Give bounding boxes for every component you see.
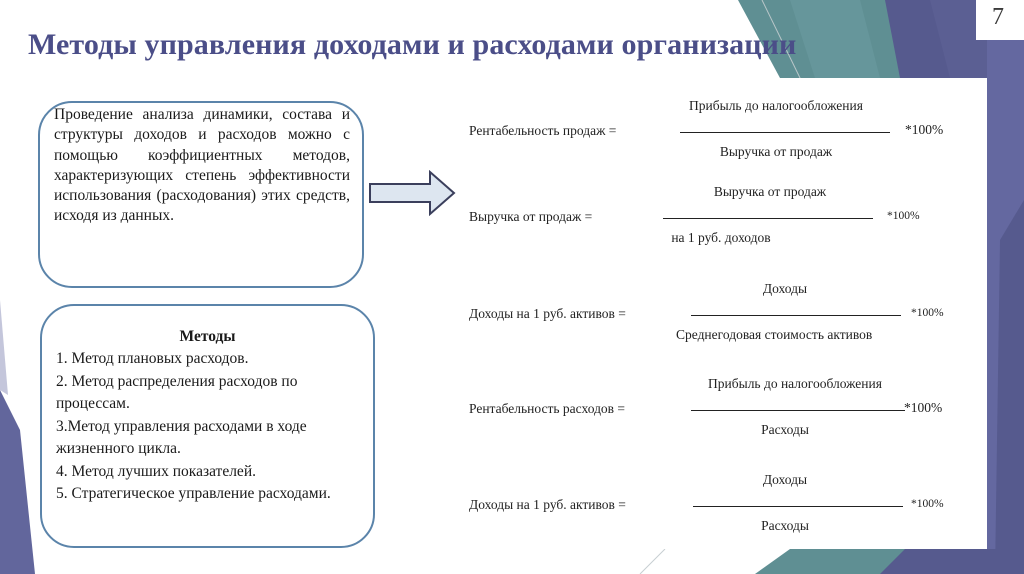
formula-numerator: Доходы [762,281,808,296]
formula-numerator: Выручка от продаж [713,184,827,199]
formula-multiplier: *100% [911,498,944,510]
formula-denominator: Расходы [761,518,809,533]
formula-denominator: на 1 руб. доходов [671,230,771,245]
formula-numerator: Прибыль до налогообложения [689,98,863,113]
formula-multiplier: *100% [887,210,920,222]
formula-label: Доходы на 1 руб. активов = [469,497,626,512]
slide-title: Методы управления доходами и расходами организации [28,28,797,61]
formula-label: Выручка от продаж = [469,209,593,224]
methods-list-item: 1. Метод плановых расходов. [56,350,249,367]
formula-multiplier: *100% [905,122,944,137]
formula-income-per-ruble-expenses [455,472,987,542]
methods-title: Методы [179,328,236,345]
formula-label: Доходы на 1 руб. активов = [469,306,626,321]
formula-revenue [455,184,987,254]
fraction-line [680,132,890,133]
fraction-line [693,506,903,507]
fraction-line [691,315,901,316]
formula-numerator: Прибыль до налогообложения [708,376,882,391]
methods-box [40,304,375,548]
formula-multiplier: *100% [904,400,943,415]
slide-number-box [976,0,1024,40]
formula-label: Рентабельность расходов = [469,401,626,416]
formula-multiplier: *100% [911,307,944,319]
methods-list-item: 5. Стратегическое управление расходами. [56,485,331,502]
intro-text-box [38,101,364,288]
fraction-line [691,410,905,411]
intro-text: Проведение анализа динамики, состава и структуры доходов и расходов можно с помощью коэффициентных методов, характеризующих степень эффективности использования (расходования) этих средств, исходя из данных. [54,106,350,225]
formula-label: Рентабельность продаж = [469,123,617,138]
formula-denominator: Выручка от продаж [719,144,833,159]
fraction-line [663,218,873,219]
formula-income-per-ruble-assets [455,281,987,351]
formulas-panel [455,78,987,549]
formula-expense-profitability [455,376,987,446]
right-arrow-icon [368,170,456,216]
formula-denominator: Расходы [761,422,809,437]
slide-number: 7 [992,4,1004,30]
formula-denominator: Среднегодовая стоимость активов [676,327,873,342]
formula-sales-profitability [455,98,987,168]
methods-list [56,348,356,506]
methods-list-item: 2. Метод распределения расходов по процессам. [56,372,298,412]
methods-list-item: 4. Метод лучших показателей. [56,462,256,480]
formula-numerator: Доходы [762,472,808,487]
methods-list-item: 3.Метод управления расходами в ходе жизненного цикла. [56,417,307,457]
